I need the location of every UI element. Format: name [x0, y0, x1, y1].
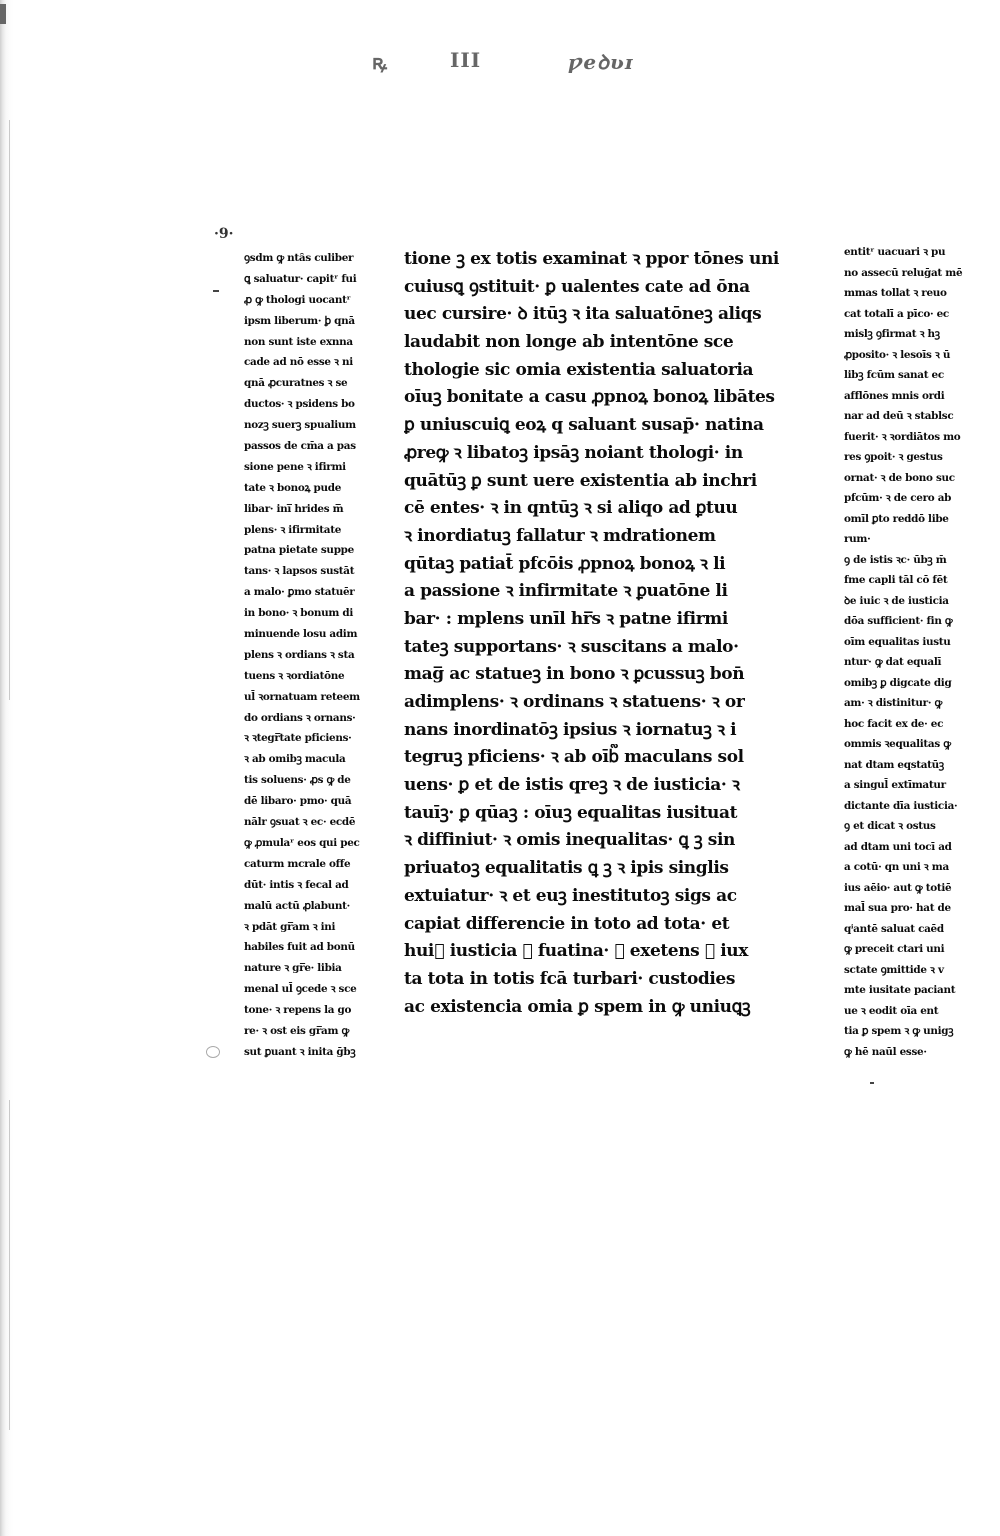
left-column-line: nature ꝛ gr̅e· libia — [244, 962, 342, 975]
right-column-line: ntur· ꝙ dat equalī — [844, 656, 942, 668]
right-column-line: mislꝫ ꝯfirmat ꝛ hꝫ — [844, 328, 940, 340]
left-column-line: patna pietate suppe — [244, 544, 354, 557]
left-column-line: sione pene ꝛ ifirmi — [244, 460, 346, 473]
left-column-line: malū actū ꝓlabunt· — [244, 899, 350, 912]
left-column-line: ꝛ ab omibꝫ macula — [244, 753, 346, 766]
left-column-line: sut ꝑuant ꝛ inita ḡbꝫ — [244, 1045, 356, 1058]
right-column-line: oīm equalitas iustu — [844, 635, 951, 648]
left-column-line: dūt· intis ꝛ fecal ad — [244, 878, 349, 891]
left-gloss-column — [244, 248, 390, 1063]
right-column-line: ꝓposito· ꝛ lesoīs ꝛ ū — [844, 348, 951, 361]
right-column-line: ꝺe iuic ꝛ de iusticia — [844, 594, 949, 607]
left-column-line: nālr ꝯsuat ꝛ ec· ecdē — [244, 816, 356, 829]
right-column-line: ius aēio· aut ꝙ totiē — [844, 881, 952, 894]
right-column-line: ue ꝛ eodit oīa ent — [844, 1004, 939, 1017]
margin-dash — [213, 290, 219, 292]
main-text-line: uec cursire· ꝺ itūꝫ ꝛ ita saluatōneꝫ aliqs — [404, 304, 762, 325]
edge-mark — [0, 4, 6, 24]
page-left-edge — [0, 0, 14, 1536]
main-text-line: tione ꝫ ex totis examinat ꝛ ppor tōnes uni — [404, 249, 779, 269]
left-column-line: ꝛ ꝛtegr̅tate pficiens· — [244, 732, 352, 745]
right-column-line: ꝯ et dicat ꝛ ostus — [844, 820, 936, 832]
main-text-line: ta tota in totis fcā turbari· custodies — [404, 968, 736, 989]
main-text-line: ac existencia omia ꝑ spem in ꝙ uniuꝗꝫ — [404, 996, 751, 1017]
right-column-line: omibꝫ ꝑ digcate dig — [844, 676, 952, 689]
right-column-line: sctate ꝯmittide ꝛ v — [844, 963, 944, 976]
right-column-line: omīl ꝑto reddō libe — [844, 512, 949, 525]
left-column-line: menal ul̄ ꝯcede ꝛ sce — [244, 983, 357, 996]
main-text-line: cē entes· ꝛ in qntūꝫ ꝛ si aliqo ad ꝑtuu — [404, 498, 738, 519]
right-column-line: ornat· ꝛ de bono suc — [844, 471, 955, 484]
left-column-line: ul̄ ꝛornatuam reteem — [244, 690, 360, 703]
main-text-line: capiat differencie in toto ad tota· et — [404, 913, 730, 934]
left-column-line: tate ꝛ bonoꝝ pude — [244, 481, 342, 494]
main-text-line: cuiusꝗ ꝯstituit· ꝑ ualentes cate ad ōna — [404, 276, 750, 297]
main-text-line: ꝛ diffiniut· ꝛ omis inequalitas· ꝗ ꝫ sin — [404, 830, 735, 851]
main-text-line: quātūꝫ ꝑ sunt uere existentia ab inchri — [404, 470, 757, 491]
right-column-line: nar ad deū ꝛ stablsc — [844, 410, 954, 422]
right-column-line: pfcūm· ꝛ de cero ab — [844, 492, 952, 504]
left-column-line: ꝗ saluatur· capitʳ fui — [244, 272, 357, 285]
main-text-line: ꝑ uniuscuiꝗ eoꝝ q saluant susap̄· natina — [404, 415, 764, 436]
main-text-line: uens· ꝑ et de istis qreꝫ ꝛ de iusticia· ꝛ — [404, 775, 740, 796]
right-column-line: no assecū reluḡat mē — [844, 266, 963, 279]
left-column-line: ipsm liberum· ꝧ qnā — [244, 314, 355, 327]
left-column-line: tone· ꝛ repens la go — [244, 1004, 352, 1017]
right-column-line: libꝫ fcūm sanat ec — [844, 369, 944, 381]
main-text-line: extuiatur· ꝛ et euꝫ inestitutoꝫ sigs ac — [404, 885, 737, 906]
right-column-line: dictante dīa iusticia· — [844, 799, 958, 812]
main-text-line: tateꝫ supportans· ꝛ suscitans a malo· — [404, 636, 739, 657]
margin-circle-mark — [206, 1046, 220, 1058]
left-column-line: ductos· ꝛ psidens bo — [244, 398, 355, 411]
running-header — [372, 46, 634, 76]
folio-mark: ·9· — [214, 226, 234, 242]
left-column-line: tans· ꝛ lapsos sustāt — [244, 565, 355, 578]
edge-shadow-line — [9, 120, 10, 700]
left-column-line: non sunt iste exnna — [244, 335, 353, 348]
left-column-line: habiles fuit ad bonū — [244, 941, 355, 954]
main-text-line: ꝛ inordiatuꝫ fallatur ꝛ mdrationem — [404, 525, 716, 546]
left-column-line: cade ad nō esse ꝛ ni — [244, 356, 353, 369]
right-column-line: afflōnes mnis ordi — [844, 389, 945, 402]
main-text-line: tegruꝫ pficiens· ꝛ ab oīb᷑ maculans sol — [404, 747, 744, 768]
right-gloss-column — [844, 242, 986, 1062]
left-column-line: tuens ꝛ ꝛordiatōne — [244, 669, 345, 682]
right-column-line: tia ꝑ spem ꝛ ꝙ unigꝫ — [844, 1025, 954, 1037]
right-column-line: nat dtam eqstatūꝫ — [844, 758, 944, 771]
right-column-line: ꝯ de istis ꝛc· ūbꝫ m̄ — [844, 553, 947, 566]
left-column-line: qnā ꝓcuratnes ꝛ se — [244, 377, 348, 390]
main-text-line: ꝓreꝙ ꝛ libatoꝫ ipsāꝫ noiant thologi· in — [404, 442, 743, 463]
left-column-line: dē libaro· pmo· quā — [244, 795, 352, 808]
main-text-line: adimplens· ꝛ ordinans ꝛ statuens· ꝛ or — [404, 692, 745, 712]
main-text-line: tauīꝫ· ꝑ qūaꝫ : oīuꝫ equalitas iusituat — [404, 802, 738, 823]
main-text-line: a passione ꝛ infirmitate ꝛ ꝑuatōne li — [404, 581, 728, 602]
right-column-line: dōa sufficient· fin ꝙ — [844, 615, 953, 627]
left-column-line: libar· ini̅ hrides m̅ — [244, 502, 344, 515]
main-text-line: oīuꝫ bonitate a casu ꝓpnoꝝ bonoꝝ libātes — [404, 387, 775, 408]
right-column-line: mal̄ sua pro· hat de — [844, 902, 951, 914]
right-column-line: ommis ꝛequalitas ꝙ — [844, 738, 951, 750]
right-column-line: a singul̄ extīmatur — [844, 779, 946, 791]
main-text-column — [404, 246, 812, 1021]
left-column-line: passos de cm̄a a pas — [244, 440, 356, 453]
left-column-line: ꝙ ꝓmulaʳ eos qui pec — [244, 836, 360, 849]
main-text-line: bar· : mplens unīl hr̅s ꝛ patne ifirmi — [404, 608, 728, 629]
header-part-3: ƿeꝺʋɪ — [568, 50, 634, 74]
left-column-line: minuende losu adim — [244, 628, 358, 641]
main-text-line: thologie sic omia existentia saluatoria — [404, 359, 754, 380]
right-column-line: res ꝯpoit· ꝛ gestus — [844, 451, 943, 463]
right-column-line: hoc facit ex de· ec — [844, 717, 944, 730]
right-column-line: fme capli tāl cō fēt — [844, 574, 948, 586]
main-text-line: hui᷒ iusticia ꝫ fuatina· ꝑ exetens ꝯ iux — [404, 941, 748, 962]
left-column-line: ꝛ pdāt gr̅am ꝛ ini — [244, 920, 336, 933]
left-column-line: ꝯsdm ꝙ ntȃs culiber — [244, 252, 354, 264]
main-text-line: qūtaꝫ patiat̄ pfcōis ꝓpnoꝝ bonoꝝ ꝛ li — [404, 553, 726, 574]
right-column-line: am· ꝛ distinitur· ꝙ — [844, 697, 942, 709]
header-part-2: III — [450, 48, 482, 72]
right-column-line: ꝙ preceit ctari uni — [844, 943, 945, 955]
right-column-line: ad dtam uni tocī ad — [844, 840, 952, 853]
right-column-line: entitʳ uacuari ꝛ pu — [844, 246, 946, 258]
main-text-line: laudabit non longe ab intentōne sce — [404, 332, 734, 353]
left-column-line: in bono· ꝛ bonum di — [244, 607, 354, 620]
main-text-line: mag̅ ac statueꝫ in bono ꝛ ꝑcussuꝫ bon̄ — [404, 664, 745, 685]
left-column-line: plens ꝛ ordians ꝛ sta — [244, 648, 355, 661]
right-column-line: rum· — [844, 533, 871, 545]
left-column-line: do ordians ꝛ ornans· — [244, 711, 356, 724]
left-column-line: re· ꝛ ost eis gr̅am ꝙ — [244, 1024, 349, 1037]
right-column-line: fuerit· ꝛ ꝛordiātos mo — [844, 430, 961, 443]
left-column-line: ꝓ ꝙ thologi uocantʳ — [244, 293, 351, 306]
right-column-line: ꝙ hē naūl esse· — [844, 1045, 927, 1058]
left-column-line: plens· ꝛ ifirmitate — [244, 523, 342, 536]
left-column-line: nozꝫ suerꝫ spualium — [244, 419, 356, 432]
right-column-line: a cotū· qn uni ꝛ ma — [844, 861, 949, 873]
edge-shadow-line — [9, 1100, 10, 1430]
margin-dash — [870, 1082, 874, 1084]
left-column-line: caturm mcrale offe — [244, 857, 351, 870]
right-column-line: mte iusitate paciant — [844, 984, 956, 996]
left-column-line: a malo· ꝑmo statuēr — [244, 586, 355, 599]
main-text-line: priuatoꝫ equalitatis ꝗ ꝫ ꝛ ipis singlis — [404, 858, 729, 879]
left-column-line: tis soluens· ꝓs ꝙ de — [244, 774, 351, 787]
right-column-line: qⁱantē saluat caēd — [844, 922, 944, 935]
header-part-1: ꝶ — [372, 50, 389, 74]
main-text-line: nans inordinatōꝫ ipsius ꝛ iornatuꝫ ꝛ i — [404, 719, 737, 740]
right-column-line: mmas tollat ꝛ reuo — [844, 287, 947, 299]
right-column-line: cat totalī a pīco· ec — [844, 307, 949, 320]
